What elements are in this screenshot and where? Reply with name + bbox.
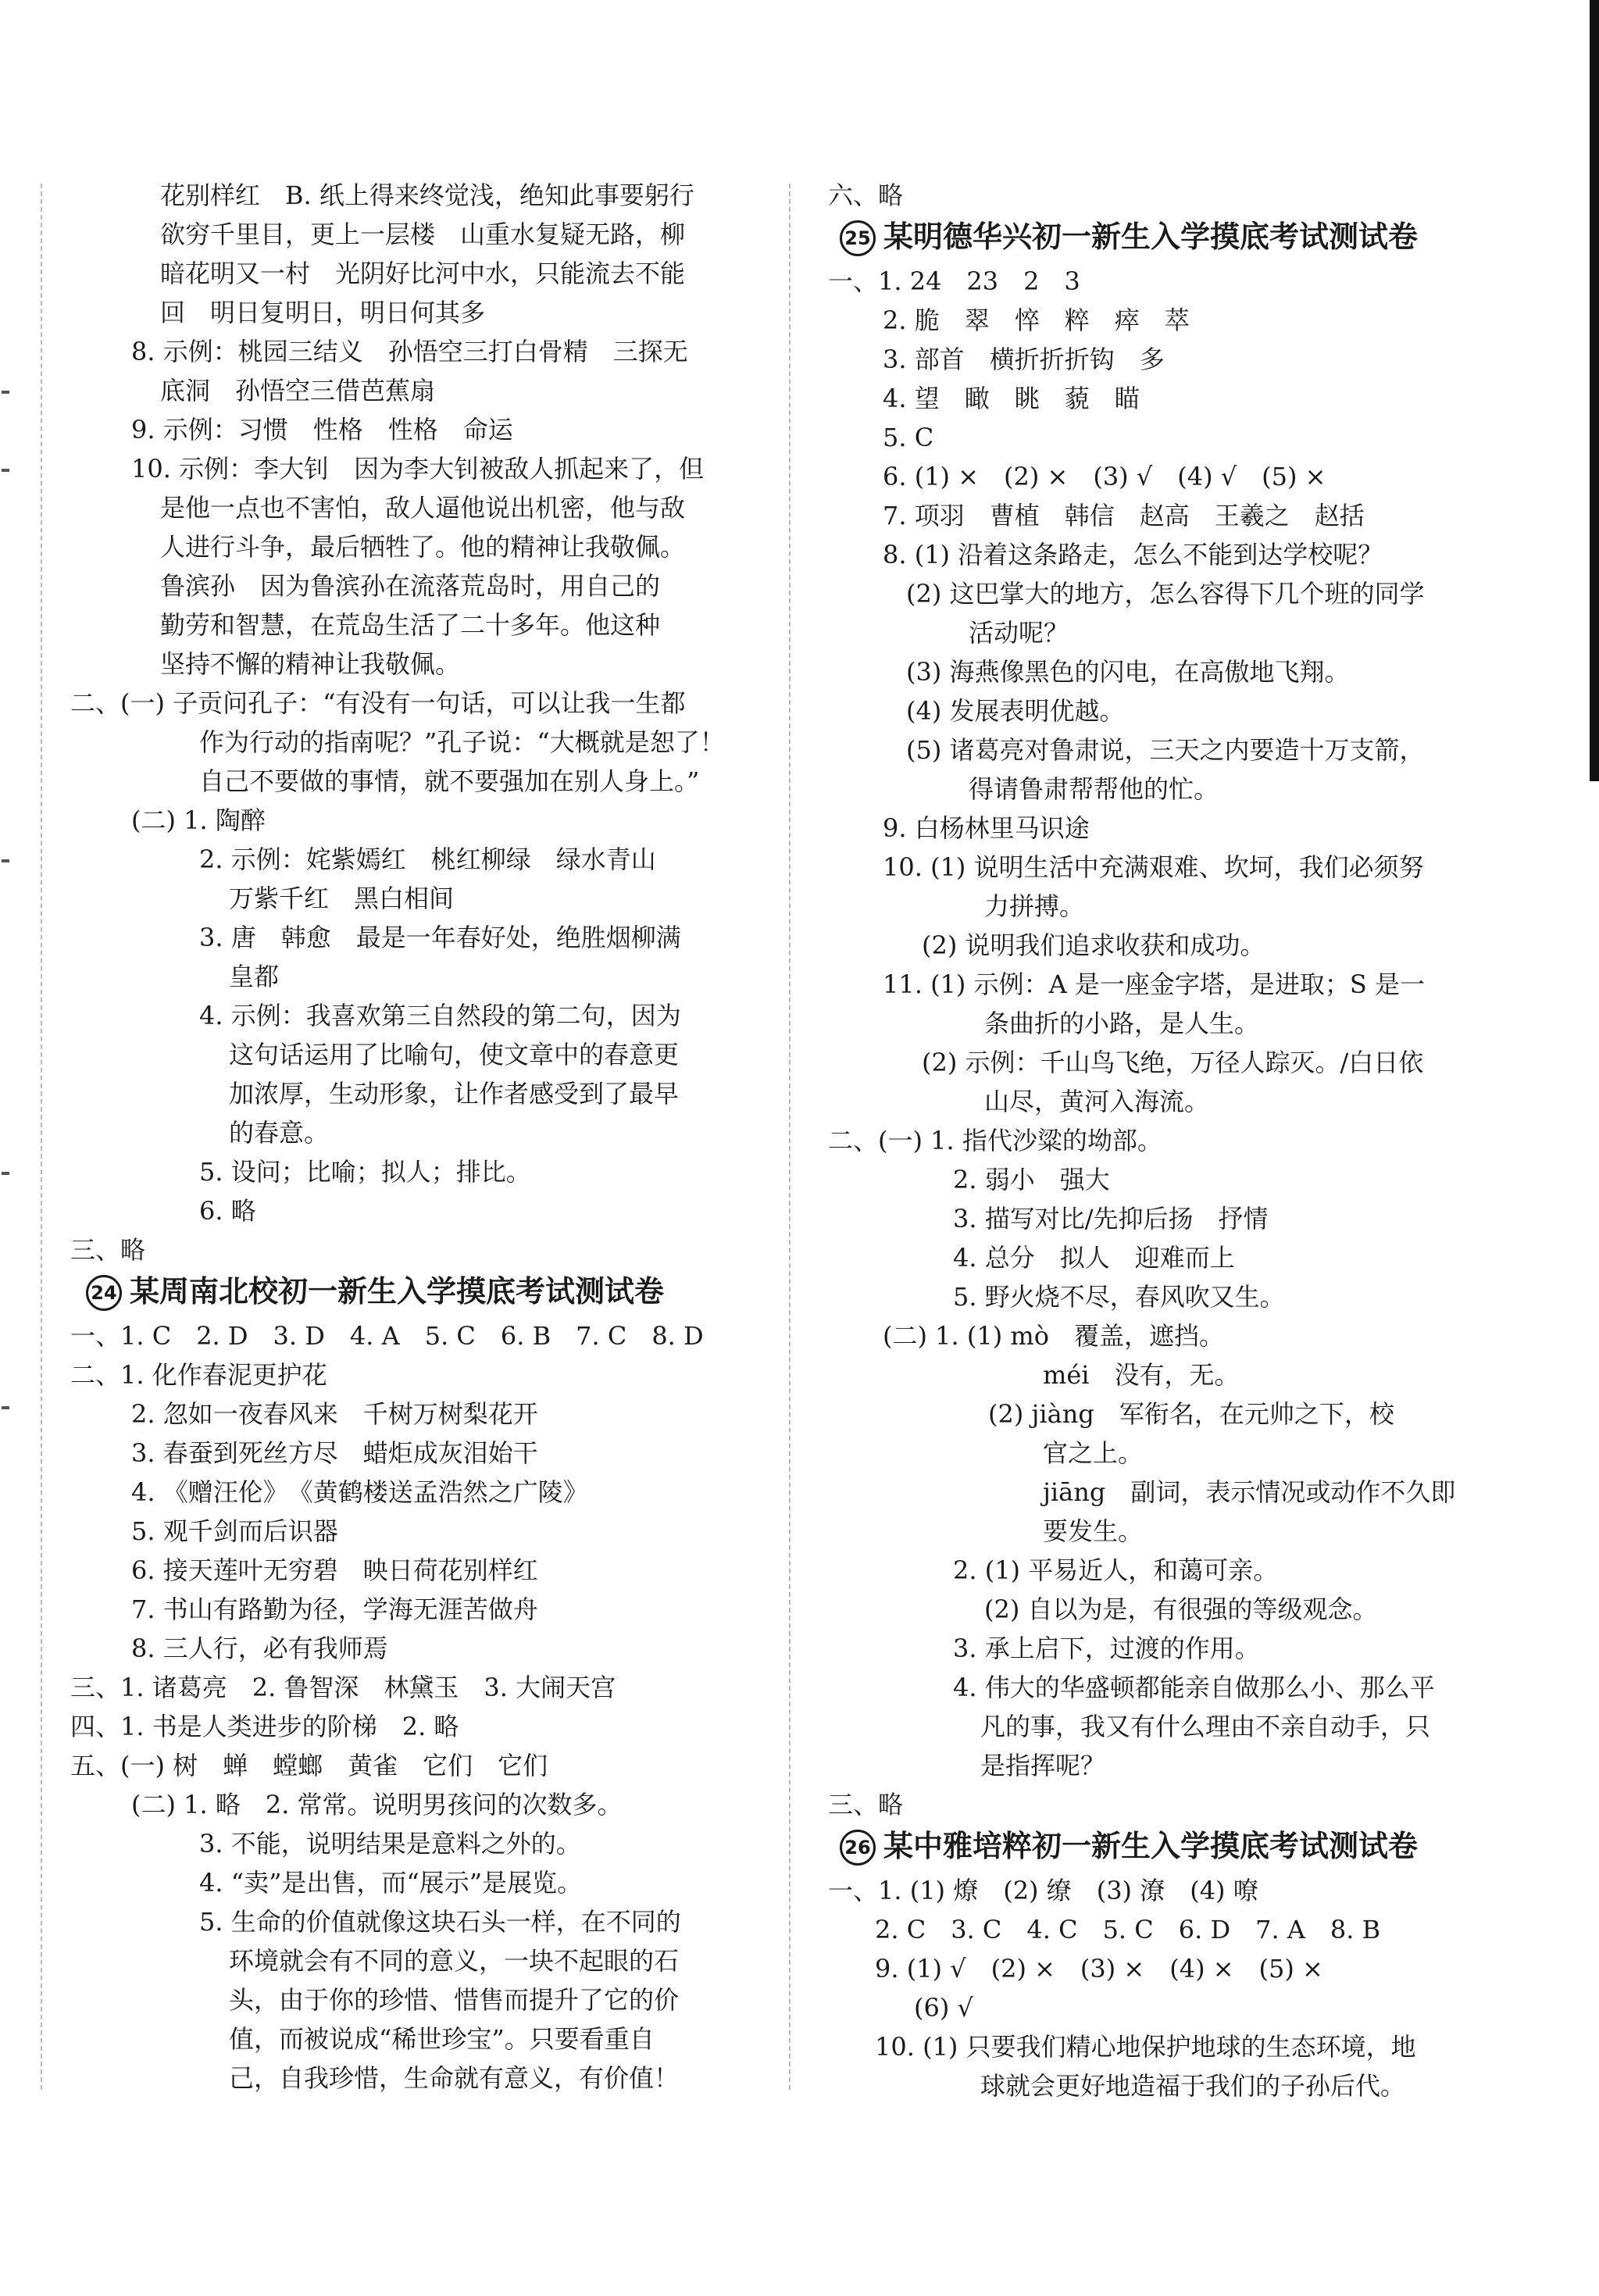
answer-line: 4. “卖”是出售，而“展示”是展览。 bbox=[199, 1868, 583, 1898]
answer-line: 山尽，黄河入海流。 bbox=[984, 1087, 1210, 1116]
answer-line: 3. 描写对比/先抑后扬 抒情 bbox=[953, 1204, 1269, 1234]
edge-mark bbox=[2, 391, 9, 394]
answer-line: 皇都 bbox=[229, 962, 280, 991]
answer-line: 2. (1) 平易近人，和蔼可亲。 bbox=[953, 1555, 1279, 1585]
answer-line: méi 没有，无。 bbox=[1043, 1360, 1240, 1390]
answer-line: 5. C bbox=[883, 423, 934, 452]
answer-line: 二、(一) 子贡问孔子：“有没有一句话，可以让我一生都 bbox=[70, 688, 686, 718]
answer-line: 6. (1) × (2) × (3) √ (4) √ (5) × bbox=[883, 462, 1326, 491]
answer-line: 一、1. 24 23 2 3 bbox=[828, 266, 1080, 296]
answer-line: 8. (1) 沿着这条路走，怎么不能到达学校呢？ bbox=[883, 540, 1383, 570]
edge-mark bbox=[2, 1172, 9, 1175]
answer-line: 3. 承上启下，过渡的作用。 bbox=[953, 1634, 1260, 1663]
answer-line: 8. 三人行，必有我师焉 bbox=[131, 1634, 388, 1663]
answer-line: 9. 示例：习惯 性格 性格 命运 bbox=[131, 415, 513, 445]
answer-line: (4) 发展表明优越。 bbox=[906, 696, 1125, 726]
section-number-badge: 24 bbox=[86, 1275, 122, 1311]
answer-line: 一、1. (1) 燎 (2) 缭 (3) 潦 (4) 嘹 bbox=[828, 1876, 1258, 1905]
answer-line: (3) 海燕像黑色的闪电，在高傲地飞翔。 bbox=[906, 657, 1350, 687]
edge-mark bbox=[2, 1406, 9, 1409]
answer-line: 9. (1) √ (2) × (3) × (4) × (5) × bbox=[875, 1954, 1323, 1984]
answer-line: (6) √ bbox=[914, 1993, 973, 2023]
answer-line: 值，而被说成“稀世珍宝”。只要看重自 bbox=[229, 2024, 655, 2054]
answer-line: 三、1. 诸葛亮 2. 鲁智深 林黛玉 3. 大闹天宫 bbox=[70, 1673, 616, 1702]
answer-line: 暗花明又一村 光阴好比河中水，只能流去不能 bbox=[160, 259, 686, 288]
left-margin-rule bbox=[41, 184, 42, 2090]
answer-line: 人进行斗争，最后牺牲了。他的精神让我敬佩。 bbox=[160, 532, 686, 562]
answer-line: 环境就会有不同的意义，一块不起眼的石 bbox=[229, 1946, 680, 1976]
answer-line: 2. 脆 翠 悴 粹 瘁 萃 bbox=[883, 305, 1190, 335]
answer-line: (2) 自以为是，有很强的等级观念。 bbox=[984, 1594, 1378, 1624]
answer-line: 5. 野火烧不尽，春风吹又生。 bbox=[953, 1282, 1285, 1312]
answer-line: 花别样红 B. 纸上得来终觉浅，绝知此事要躬行 bbox=[160, 180, 694, 210]
section-number-badge: 25 bbox=[840, 220, 876, 256]
answer-line: 凡的事，我又有什么理由不亲自动手，只 bbox=[980, 1712, 1431, 1741]
answer-line: 官之上。 bbox=[1043, 1438, 1144, 1468]
answer-line: 4. 《赠汪伦》 《黄鹤楼送孟浩然之广陵》 bbox=[131, 1477, 588, 1507]
section-title: 某中雅培粹初一新生入学摸底考试测试卷 bbox=[883, 1829, 1419, 1863]
answer-line: 三、略 bbox=[828, 1790, 904, 1819]
answer-line: 头，由于你的珍惜、惜售而提升了它的价 bbox=[229, 1985, 680, 2015]
answer-line: 4. 望 瞰 眺 藐 瞄 bbox=[883, 384, 1140, 413]
answer-line: (二) 1. 略 2. 常常。说明男孩问的次数多。 bbox=[131, 1790, 623, 1819]
answer-line: 二、(一) 1. 指代沙粱的坳部。 bbox=[828, 1126, 1162, 1155]
answer-line: 9. 白杨林里马识途 bbox=[883, 813, 1090, 843]
answer-line: 三、略 bbox=[70, 1235, 146, 1265]
section-number-badge: 26 bbox=[840, 1830, 876, 1866]
answer-line: 是指挥呢？ bbox=[980, 1751, 1106, 1780]
answer-line: (二) 1. 陶醉 bbox=[131, 805, 266, 835]
answer-line: 5. 生命的价值就像这块石头一样，在不同的 bbox=[199, 1907, 681, 1937]
answer-line: (2) jiàng 军衔名，在元帅之下，校 bbox=[988, 1399, 1394, 1429]
section-heading bbox=[86, 1269, 664, 1313]
answer-line: 底洞 孙悟空三借芭蕉扇 bbox=[160, 376, 436, 405]
answer-line: 10. (1) 只要我们精心地保护地球的生态环境，地 bbox=[875, 2032, 1416, 2062]
answer-line: (2) 说明我们追求收获和成功。 bbox=[922, 930, 1265, 960]
answer-line: 力拼搏。 bbox=[984, 891, 1085, 921]
answer-line: 作为行动的指南呢？”孔子说：“大概就是恕了！ bbox=[199, 727, 725, 757]
answer-line: 勤劳和智慧，在荒岛生活了二十多年。他这种 bbox=[160, 610, 661, 640]
answer-line: 4. 示例：我喜欢第三自然段的第二句，因为 bbox=[199, 1001, 681, 1030]
answer-line: (2) 这巴掌大的地方，怎么容得下几个班的同学 bbox=[906, 579, 1425, 609]
answer-line: (二) 1. (1) mò 覆盖，遮挡。 bbox=[883, 1321, 1224, 1351]
answer-line: 5. 观千剑而后识器 bbox=[131, 1516, 338, 1546]
answer-line: 3. 部首 横折折折钩 多 bbox=[883, 345, 1165, 374]
answer-line: 11. (1) 示例：A 是一座金字塔，是进取；S 是一 bbox=[883, 969, 1425, 999]
answer-line: 万紫千红 黑白相间 bbox=[229, 884, 455, 913]
answer-line: 的春意。 bbox=[229, 1118, 330, 1148]
section-heading bbox=[840, 1824, 1418, 1868]
answer-line: 加浓厚，生动形象，让作者感受到了最早 bbox=[229, 1079, 680, 1109]
section-heading bbox=[840, 215, 1418, 259]
edge-mark bbox=[2, 469, 9, 472]
answer-line: 2. 示例：姹紫嫣红 桃红柳绿 绿水青山 bbox=[199, 844, 656, 874]
answer-line: 欲穷千里目，更上一层楼 山重水复疑无路，柳 bbox=[160, 220, 686, 249]
answer-line: 8. 示例：桃园三结义 孙悟空三打白骨精 三探无 bbox=[131, 337, 688, 366]
answer-line: 3. 不能，说明结果是意料之外的。 bbox=[199, 1829, 581, 1859]
answer-line: 自己不要做的事情，就不要强加在别人身上。” bbox=[199, 766, 700, 796]
answer-line: 6. 接天莲叶无穷碧 映日荷花别样红 bbox=[131, 1555, 538, 1585]
answer-line: 6. 略 bbox=[199, 1196, 256, 1226]
answer-line: 条曲折的小路，是人生。 bbox=[984, 1009, 1260, 1038]
answer-line: 3. 唐 韩愈 最是一年春好处，绝胜烟柳满 bbox=[199, 923, 681, 952]
answer-line: 2. 忽如一夜春风来 千树万树梨花开 bbox=[131, 1399, 538, 1429]
answer-line: 己，自我珍惜，生命就有意义，有价值！ bbox=[229, 2063, 680, 2093]
answer-line: jiāng 副词，表示情况或动作不久即 bbox=[1043, 1477, 1456, 1507]
answer-line: 7. 项羽 曹植 韩信 赵高 王羲之 赵括 bbox=[883, 501, 1365, 530]
page-edge-shadow bbox=[1590, 0, 1599, 781]
answer-line: 要发生。 bbox=[1043, 1516, 1144, 1546]
section-title: 某明德华兴初一新生入学摸底考试测试卷 bbox=[883, 220, 1419, 254]
answer-line: 坚持不懈的精神让我敬佩。 bbox=[160, 649, 461, 679]
answer-line: 鲁滨孙 因为鲁滨孙在流落荒岛时，用自己的 bbox=[160, 571, 661, 601]
answer-line: 10. (1) 说明生活中充满艰难、坎坷，我们必须努 bbox=[883, 852, 1424, 882]
edge-mark bbox=[2, 859, 9, 862]
answer-line: 六、略 bbox=[828, 180, 904, 210]
answer-line: 五、(一) 树 蝉 螳螂 黄雀 它们 它们 bbox=[70, 1751, 548, 1780]
answer-line: 10. 示例：李大钊 因为李大钊被敌人抓起来了，但 bbox=[131, 454, 705, 484]
answer-line: 5. 设问；比喻；拟人；排比。 bbox=[199, 1157, 531, 1187]
answer-line: 四、1. 书是人类进步的阶梯 2. 略 bbox=[70, 1712, 459, 1741]
answer-line: (5) 诸葛亮对鲁肃说，三天之内要造十万支箭， bbox=[906, 735, 1425, 765]
answer-line: 二、1. 化作春泥更护花 bbox=[70, 1360, 327, 1390]
answer-line: 回 明日复明日，明日何其多 bbox=[160, 298, 486, 327]
answer-line: 3. 春蚕到死丝方尽 蜡炬成灰泪始干 bbox=[131, 1438, 538, 1468]
answer-line: 7. 书山有路勤为径，学海无涯苦做舟 bbox=[131, 1594, 538, 1624]
section-title: 某周南北校初一新生入学摸底考试测试卷 bbox=[130, 1274, 665, 1309]
answer-line: 2. C 3. C 4. C 5. C 6. D 7. A 8. B bbox=[875, 1915, 1381, 1944]
answer-line: 是他一点也不害怕，敌人逼他说出机密，他与敌 bbox=[160, 493, 686, 523]
answer-line: 这句话运用了比喻句，使文章中的春意更 bbox=[229, 1040, 680, 1069]
answer-line: 一、1. C 2. D 3. D 4. A 5. C 6. B 7. C 8. D bbox=[70, 1321, 704, 1351]
answer-line: (2) 示例：千山鸟飞绝，万径人踪灭。/白日依 bbox=[922, 1048, 1424, 1077]
answer-line: 球就会更好地造福于我们的子孙后代。 bbox=[980, 2071, 1406, 2101]
answer-line: 4. 总分 拟人 迎难而上 bbox=[953, 1243, 1235, 1273]
answer-line: 4. 伟大的华盛顿都能亲自做那么小、那么平 bbox=[953, 1673, 1435, 1702]
answer-line: 2. 弱小 强大 bbox=[953, 1165, 1110, 1194]
answer-line: 活动呢？ bbox=[969, 618, 1069, 648]
answer-line: 得请鲁肃帮帮他的忙。 bbox=[969, 774, 1219, 804]
column-divider bbox=[789, 184, 791, 2090]
